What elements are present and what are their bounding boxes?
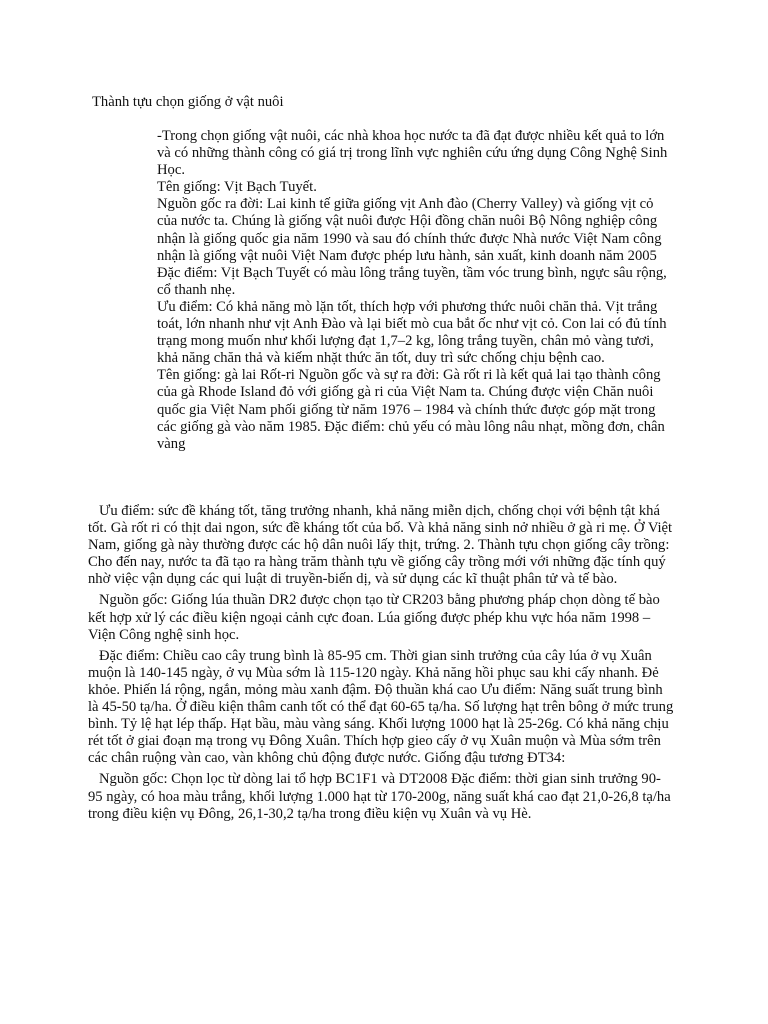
rice-features-paragraph: Đặc điểm: Chiều cao cây trung bình là 85-95 cm. Thời gian sinh trưởng của cây lúa ở vụ Xuân muộn là 140-145 ngày, ở vụ Mùa sớm là 115-120 ngày. Khả năng hồi phục sau khi cấy nhanh. Đẻ khỏe. Phiến lá rộng, ngắn, mỏng màu xanh đậm. Độ thuần khá cao Ưu điểm: Năng suất trung bình là 45-50 tạ/ha. Ở điều kiện thâm canh tốt có thể đạt 60-65 tạ/ha. Số lượng hạt trên bông ở mức trung bình. Tỷ lệ hạt lép thấp. Hạt bầu, màu vàng sáng. Khối lượng 1000 hạt là 25-26g. Có khả năng chịu rét tốt ở giai đoạn mạ trong vụ Đông Xuân. Thích hợp gieo cấy ở vụ Xuân muộn và Mùa sớm trên các chân ruộng vàn cao, vàn không chủ động được nước. Giống đậu tương ĐT34: (88, 647, 674, 767)
document-title: Thành tựu chọn giống ở vật nuôi (92, 94, 284, 110)
indented-section (157, 128, 677, 453)
soybean-origin-paragraph: Nguồn gốc: Chọn lọc từ dòng lai tổ hợp BC1F1 và DT2008 Đặc điểm: thời gian sinh trưởng 90-95 ngày, có hoa màu trắng, khối lượng 1.000 hạt từ 170-200g, năng suất khá cao đạt 21,0-26,8 tạ/ha trong điều kiện vụ Đông, 26,1-30,2 tạ/ha trong điều kiện vụ Xuân và vụ Hè. (88, 771, 671, 822)
intro-paragraph: -Trong chọn giống vật nuôi, các nhà khoa học nước ta đã đạt được nhiều kết quả to lớn và có những thành công có giá trị trong lĩnh vực nghiên cứu ứng dụng Công Nghệ Sinh Học. (157, 128, 668, 179)
rice-origin-paragraph: Nguồn gốc: Giống lúa thuần DR2 được chọn tạo từ CR203 bằng phương pháp chọn dòng tế bào kết hợp xử lý các điều kiện ngoại cảnh cực đoan. Lúa giống được phép khu vực hóa năm 1998 – Viện Công nghệ sinh học. (88, 592, 660, 643)
chicken-breed-paragraph: Tên giống: gà lai Rốt-ri Nguồn gốc và sự ra đời: Gà rốt ri là kết quả lai tạo thành công của gà Rhode Island đỏ với giống gà ri của Việt Nam ta. Chúng được viện Chăn nuôi quốc gia Việt Nam phối giống từ năm 1976 – 1984 và chính thức được góp mặt trong các giống gà vào năm 1985. Đặc điểm: chủ yếu có màu lông nâu nhạt, mồng đơn, chân vàng (157, 367, 665, 452)
duck-features-paragraph: Đặc điểm: Vịt Bạch Tuyết có màu lông trắng tuyền, tầm vóc trung bình, ngực sâu rộng, cổ thanh nhẹ. (157, 264, 667, 298)
duck-origin-paragraph: Nguồn gốc ra đời: Lai kinh tế giữa giống vịt Anh đào (Cherry Valley) và giống vịt cỏ của nước ta. Chúng là giống vật nuôi được Hội đồng chăn nuôi Bộ Nông nghiệp công nhận là giống quốc gia năm 1990 và sau đó chính thức được Nhà nước Việt Nam công nhận là giống vật nuôi Việt Nam được phép lưu hành, sản xuất, kinh doanh năm 2005 (157, 196, 662, 264)
chicken-advantages-paragraph: Ưu điểm: sức đề kháng tốt, tăng trưởng nhanh, khả năng miễn dịch, chống chọi với bệnh tật khá tốt. Gà rốt ri có thịt dai ngon, sức đề kháng tốt của bố. Và khả năng sinh nở nhiều ở gà ri mẹ. Ở Việt Nam, giống gà này thường được các hộ dân nuôi lấy thịt, trứng. 2. Thành tựu chọn giống cây trồng: Cho đến nay, nước ta đã tạo ra hàng trăm thành tựu về giống cây trồng mới với những đặc tính quý nhờ việc vận dụng các qui luật di truyền-biến dị, và sử dụng các kĩ thuật phân tử và tế bào. (88, 503, 673, 588)
breed-name-duck: Tên giống: Vịt Bạch Tuyết. (157, 179, 317, 196)
body-section (88, 503, 674, 827)
duck-advantages-paragraph: Ưu điểm: Có khả năng mò lặn tốt, thích hợp với phương thức nuôi chăn thả. Vịt trắng toát, lớn nhanh như vịt Anh Đào và lại biết mò cua bắt ốc như vịt cỏ. Con lai có đủ tính trạng mong muốn như khối lượng đạt 1,7–2 kg, lông trắng tuyền, chân mỏ vàng tươi, khả năng chăn thả và kiếm nhặt thức ăn tốt, duy trì sức chống chịu bệnh cao. (157, 298, 667, 367)
